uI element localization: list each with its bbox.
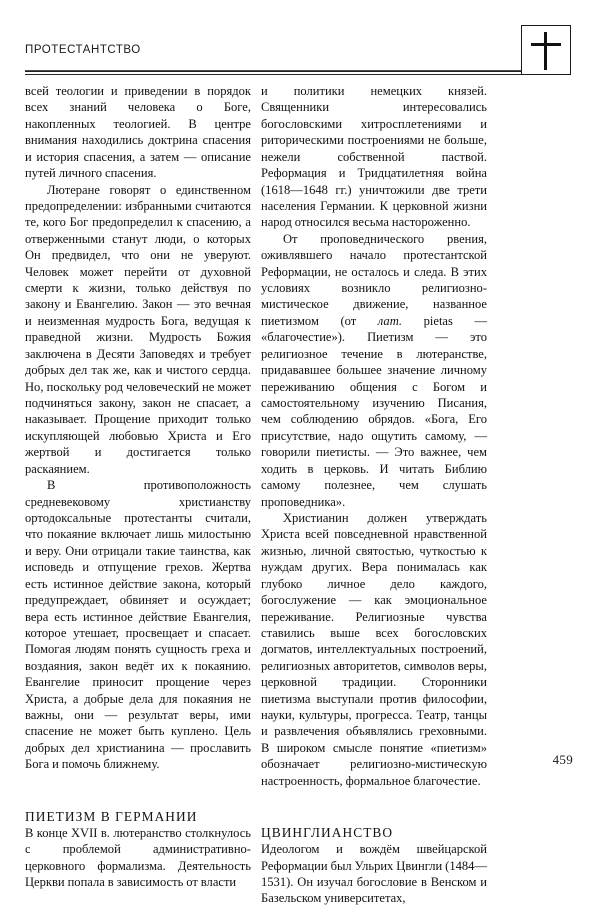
paragraph: В противоположность средневековому христианству ортодоксальные протестанты считали, что покаяние включает лишь милостыню и веру. Они отрицали такие таинства, как исповедь и отпущение грехов. Жертва есть истинное действие закона, который предупреждает, обвиняет и осуждает; вера есть истинное действие Евангелия, которое утешает, просвещает и спасает. Помогая людям понять сущность греха и воздаяния, закон ведёт их к покаянию. Евангелие приносит прощение через Христа, а добрые дела для покаяния не важны, они — результат веры, ими спасение не может быть куплено. Цель добрых дел христианина — прославить Бога и помочь ближнему.: [25, 478, 251, 772]
right-column: [261, 83, 487, 906]
body-columns: [25, 83, 487, 906]
section-heading-zwinglianism: ЦВИНГЛИАНСТВО: [261, 825, 394, 841]
cross-vertical-bar: [544, 32, 547, 70]
cross-icon: [521, 25, 571, 75]
section-heading-pietism: ПИЕТИЗМ В ГЕРМАНИИ: [25, 808, 198, 824]
cross-horizontal-bar: [531, 43, 561, 46]
paragraph: и политики немецких князей. Священники интересовались богословскими хитросплетениями и риторическими построениями не больше, нежели собственной паствой. Реформация и Тридцатилетняя война (1618—1648 гг.) уничтожили две трети населения Германии. К церковной жизни народ относился весьма настороженно.: [261, 84, 487, 230]
page-number: 459: [552, 752, 573, 767]
paragraph: Лютеране говорят о единственном предопределении: избранными считаются те, кого Бог предопределил к спасению, а отверженными станут люди, о которых Он предвидел, что они не уверуют. Человек может перейти от духовной смерти к жизни, только действуя по закону и Евангелию. Закон — это вечная и неизменная мудрость Бога, ведущая к праведной жизни. Мудрость Божия заключена в Десяти Заповедях и требует добрых дел так же, как и чистого сердца. Но, поскольку род человеческий не может подчиняться закону, закон не спасает, а наказывает. Прощение приходит только искупляющей любовью Христа и Его жертвой и достигается только раскаянием.: [25, 182, 251, 476]
paragraph: Христианин должен утверждать Христа всей повседневной нравственной жизнью, личной святостью, чуткостью к нуждам других. Вера понималась как глубоко личное дело каждого, богослужение — как эмоциональное переживание. Религиозные чувства ставились выше всех богословских догматов, интеллектуальных построений, религиозных авторитетов, символов веры, церковной традиции. Сторонники пиетизма выступали против философии, науки, культуры, прогресса. Театр, танцы и развлечения объявлялись греховными. В широком смысле понятие «пиетизм» обозначает религиозно-мистическую настроенность, формальное благочестие.: [261, 510, 487, 788]
paragraph-text-part2: pietas — «благочестие»). Пиетизм — это религиозное течение в лютеранстве, придававшее большее значение личному переживанию общения с Богом и самостоятельному изучению Писания, чем соблюдению обрядов. «Бога, Его присутствие, надо ощутить самому, — говорили пиетисты. — Это важнее, чем ходить в церковь. И читать Библию самому полезнее, чем слушать проповедника».: [261, 313, 487, 509]
page-header: [0, 0, 600, 78]
paragraph-pietism: [261, 231, 487, 510]
left-column: [25, 83, 251, 889]
latin-abbreviation: лат.: [377, 313, 403, 328]
paragraph: В конце XVII в. лютеранство столкнулось с проблемой административно-церковного формализма. Деятельность Церкви попала в зависимость от власти: [25, 825, 251, 889]
header-rule-thick: [25, 70, 522, 72]
running-head: ПРОТЕСТАНТСТВО: [25, 44, 141, 56]
paragraph-text-part1: От проповеднического рвения, оживлявшего начало протестантской Реформации, не осталось и следа. В этих условиях возникло религиозно-мистическое движение, названное пиетизмом (от: [261, 231, 487, 328]
header-rule-thin: [25, 74, 522, 75]
paragraph: Идеологом и вождём швейцарской Реформации был Ульрих Цвингли (1484—1531). Он изучал богословие в Венском и Базельском университетах,: [261, 842, 487, 906]
paragraph: всей теологии и приведении в порядок всех знаний человека о Боге, накопленных теологией. В центре внимания находились доктрина спасения и история спасения, а затем — описание путей личного спасения.: [25, 84, 251, 181]
